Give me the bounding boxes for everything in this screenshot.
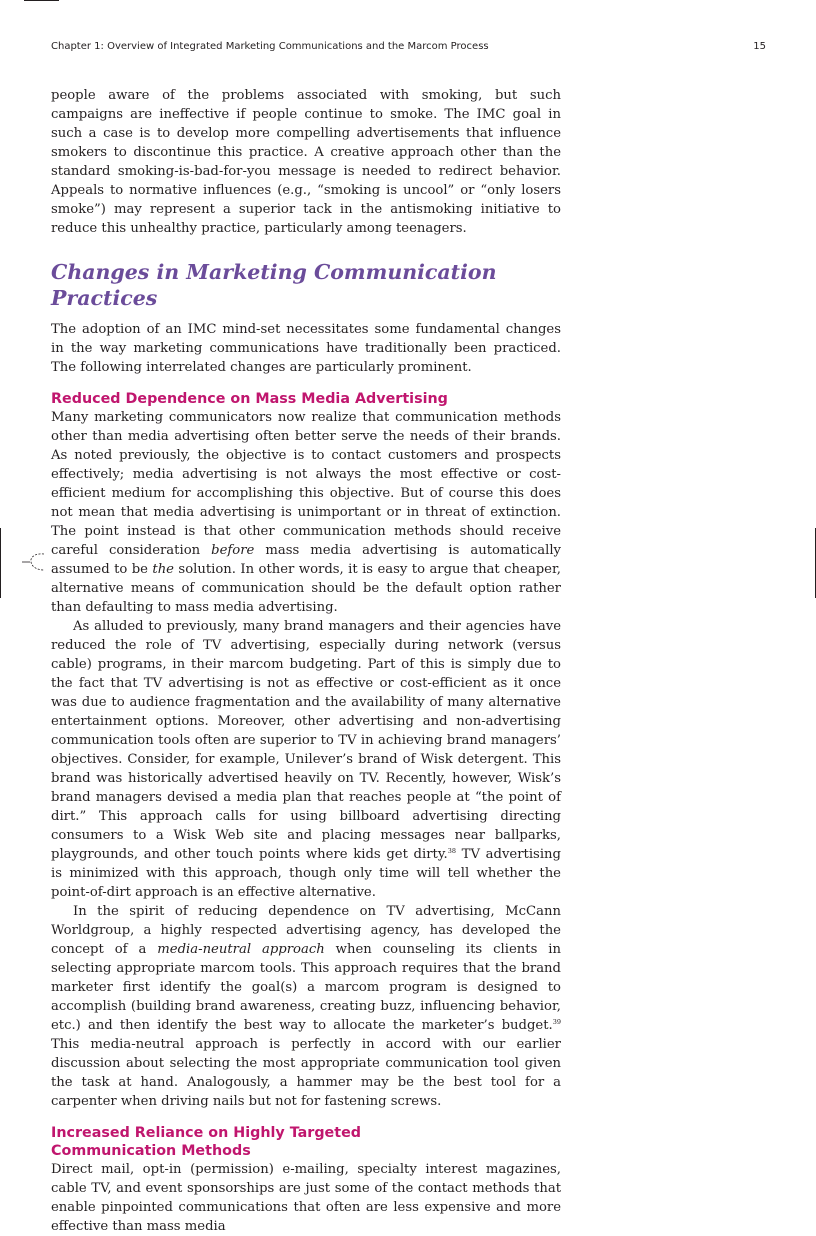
section-heading: Changes in Marketing Communication Practices (51, 260, 497, 310)
paragraph-targeted-methods: Direct mail, opt-in (permission) e-mailing, specialty interest magazines, cable TV, and event sponsorships are just some of the contact methods that enable pinpointed communications that often are less expensive and more effective than mass media (51, 1162, 561, 1234)
footnote-ref-39: 39 (552, 1018, 561, 1026)
paragraph-tv-advertising: As alluded to previously, many brand managers and their agencies have reduced the role of TV advertising, especially during network (versus cable) programs, in their marcom budgeting. Part of this is simply due to the fact that TV advertising is not as effective or cost-efficient as it once was due to audience fragmentation and the availability of many alternative entertainment options. Moreover, other advertising and non-advertising communication tools often are superior to TV in achieving brand managers’ objectives. Consider, for example, Unilever’s brand of Wisk detergent. This brand was historically advertised heavily on TV. Recently, however, Wisk’s brand managers devised a media plan that reaches people at “the point of dirt.” This approach calls for using billboard advertising directing consumers to a Wisk Web site and placing messages near ballparks, playgrounds, and other touch points where kids get dirty.$^{38}$ TV advertising is minimized with this approach, though only time will tell whether the point-of-dirt approach is an effective alternative. (51, 619, 561, 900)
crop-mark-left (0, 528, 1, 598)
subsection-heading-mass-media: Reduced Dependence on Mass Media Advertising (51, 391, 448, 407)
chapter-title: Chapter 1: Overview of Integrated Marketing Communications and the Marcom Process (51, 41, 489, 52)
body-text (51, 86, 561, 1236)
paragraph-media-alternatives: Many marketing communicators now realize that communication methods other than media advertising often better serve the needs of their brands. As noted previously, the objective is to contact customers and prospects effectively; media advertising is not always the most effective or cost-efficient medium for accomplishing this objective. But of course this does not mean that media advertising is unimportant or in threat of extinction. The point instead is that other communication methods should receive careful consideration before mass media advertising is automatically assumed to be the solution. In other words, it is easy to argue that cheaper, alternative means of communication should be the default option rather than defaulting to mass media advertising. (51, 410, 562, 615)
registration-mark-icon (20, 551, 46, 573)
crop-mark-top (24, 0, 59, 1)
paragraph-media-neutral: In the spirit of reducing dependence on TV advertising, McCann Worldgroup, a highly respected advertising agency, has developed the concept of a media-neutral approach when counseling its clients in selecting appropriate marcom tools. This approach requires that the brand marketer first identify the goal(s) a marcom program is designed to accomplish (building brand awareness, creating buzz, influencing behavior, etc.) and then identify the best way to allocate the marketer’s budget.$^{39}$ This media-neutral approach is perfectly in accord with our earlier discussion about selecting the most appropriate communication tool given the task at hand. Analogously, a hammer may be the best tool for a carpenter when driving nails but not for fastening screws. (51, 904, 561, 1109)
intro-paragraph: people aware of the problems associated with smoking, but such campaigns are ineffective if people continue to smoke. The IMC goal in such a case is to develop more compelling advertisements that influence smokers to discontinue this practice. A creative approach other than the standard smoking-is-bad-for-you message is needed to redirect behavior. Appeals to normative influences (e.g., “smoking is uncool” or “only losers smoke”) may represent a superior tack in the antismoking initiative to reduce this unhealthy practice, particularly among teenagers. (51, 88, 561, 236)
section-intro-paragraph: The adoption of an IMC mind-set necessitates some fundamental changes in the way marketing communications have traditionally been practiced. The following interrelated changes are particularly prominent. (51, 322, 561, 375)
footnote-ref-38: 38 (447, 847, 456, 855)
running-head (51, 41, 766, 55)
subsection-heading-targeted: Increased Reliance on Highly Targeted Communication Methods (51, 1125, 362, 1159)
page-number: 15 (753, 41, 766, 52)
